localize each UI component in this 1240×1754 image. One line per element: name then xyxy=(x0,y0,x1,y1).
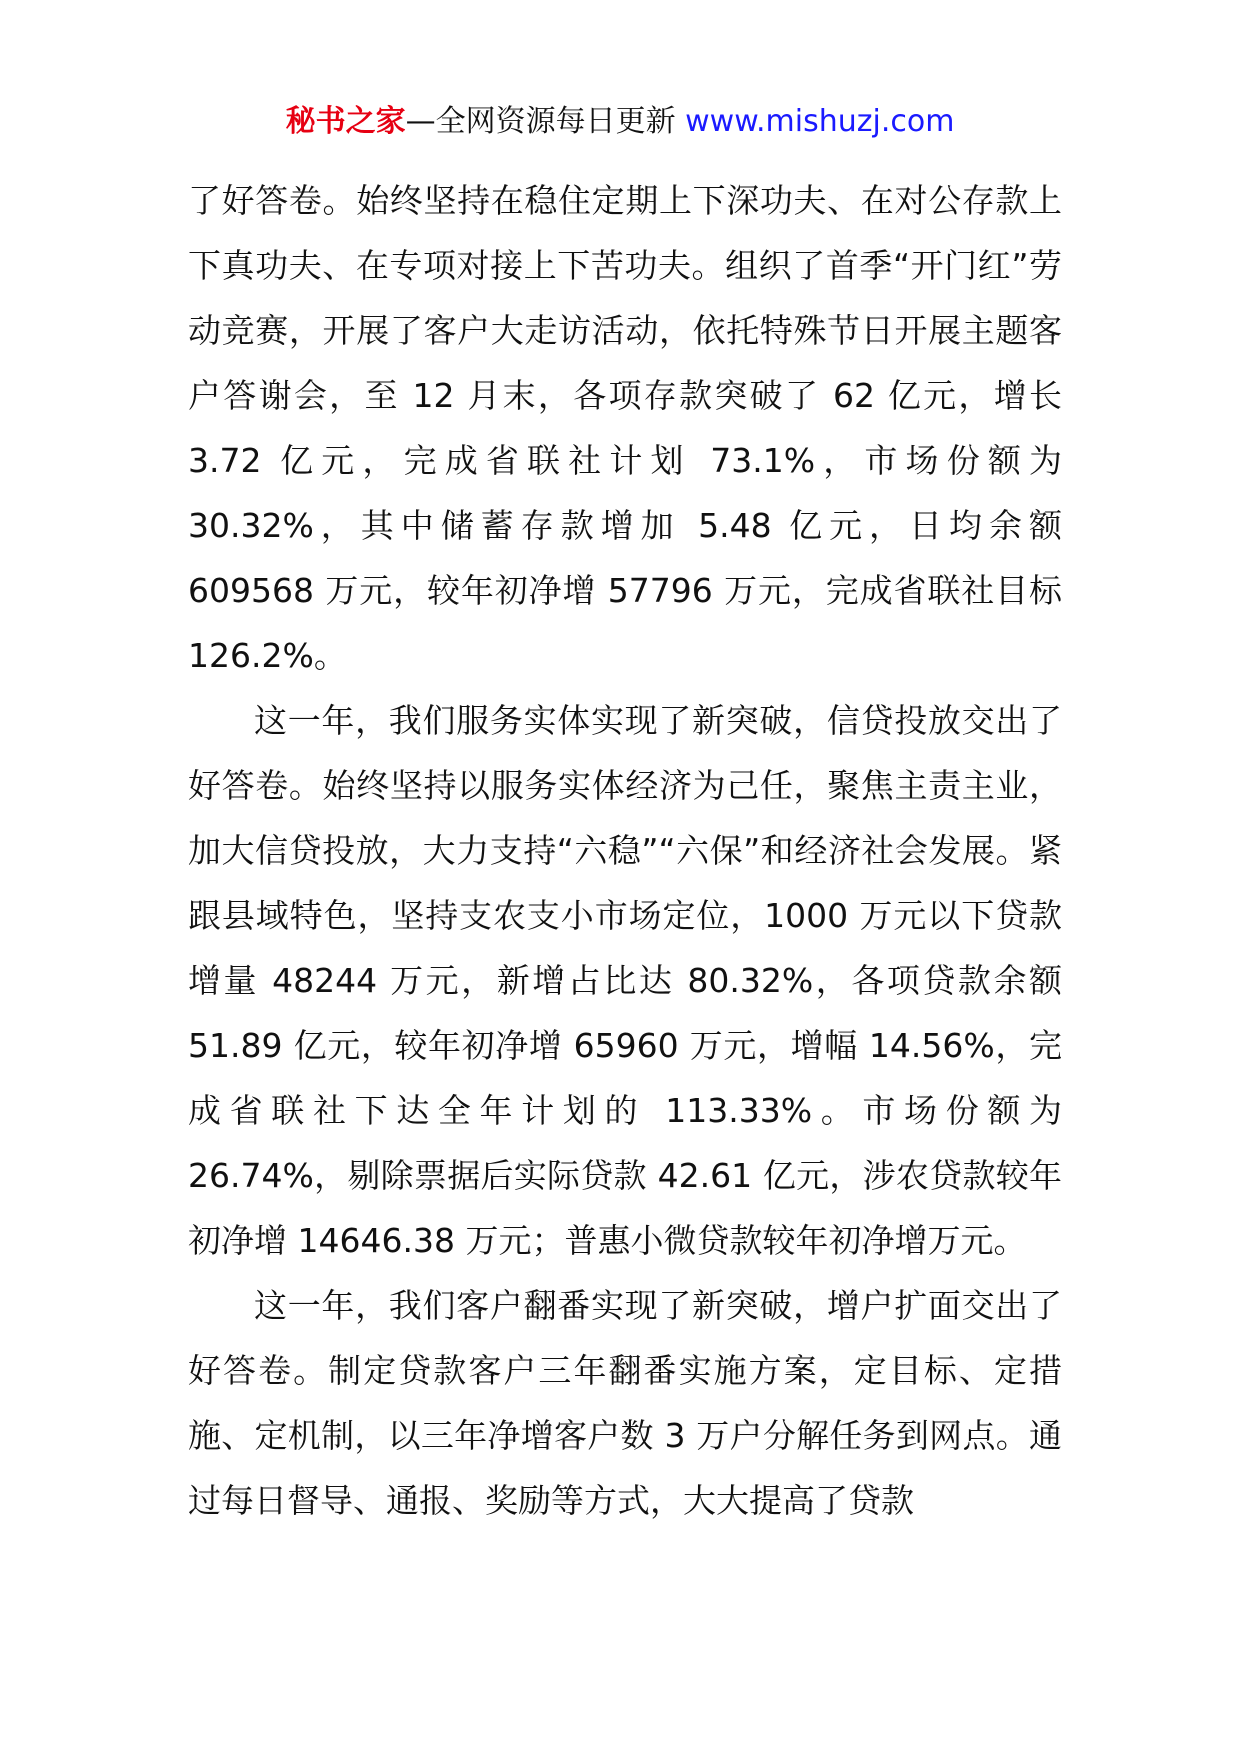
document-body xyxy=(188,168,1062,1533)
paragraph-customer-growth: 这一年，我们客户翻番实现了新突破，增户扩面交出了好答卷。制定贷款客户三年翻番实施方案，定目标、定措施、定机制，以三年净增客户数 3 万户分解任务到网点。通过每日督导、通报、奖励等方式，大大提高了贷款 xyxy=(188,1286,1062,1520)
header-url-link[interactable]: www.mishuzj.com xyxy=(685,104,955,139)
paragraph-credit-lending: 这一年，我们服务实体实现了新突破，信贷投放交出了好答卷。始终坚持以服务实体经济为己任，聚焦主责主业，加大信贷投放，大力支持“六稳”“六保”和经济社会发展。紧跟县域特色，坚持支农支小市场定位，1000 万元以下贷款增量 48244 万元，新增占比达 80.32%，各项贷款余额 51.89 亿元，较年初净增 65960 万元，增幅 14.56%，完成省联社下达全年计划的 113.33%。市场份额为 26.74%，剔除票据后实际贷款 42.61 亿元，涉农贷款较年初净增 14646.38 万元；普惠小微贷款较年初净增万元。 xyxy=(188,701,1062,1260)
page-header xyxy=(0,100,1240,144)
header-brand: 秘书之家 xyxy=(285,104,406,139)
header-tagline: —全网资源每日更新 xyxy=(405,104,676,139)
paragraph-deposits-continued: 了好答卷。始终坚持在稳住定期上下深功夫、在对公存款上下真功夫、在专项对接上下苦功夫。组织了首季“开门红”劳动竞赛，开展了客户大走访活动，依托特殊节日开展主题客户答谢会，至 12 月末，各项存款突破了 62 亿元，增长 3.72 亿元，完成省联社计划 73.1%，市场份额为 30.32%，其中储蓄存款增加 5.48 亿元，日均余额 609568 万元，较年初净增 57796 万元，完成省联社目标 126.2%。 xyxy=(188,181,1062,675)
